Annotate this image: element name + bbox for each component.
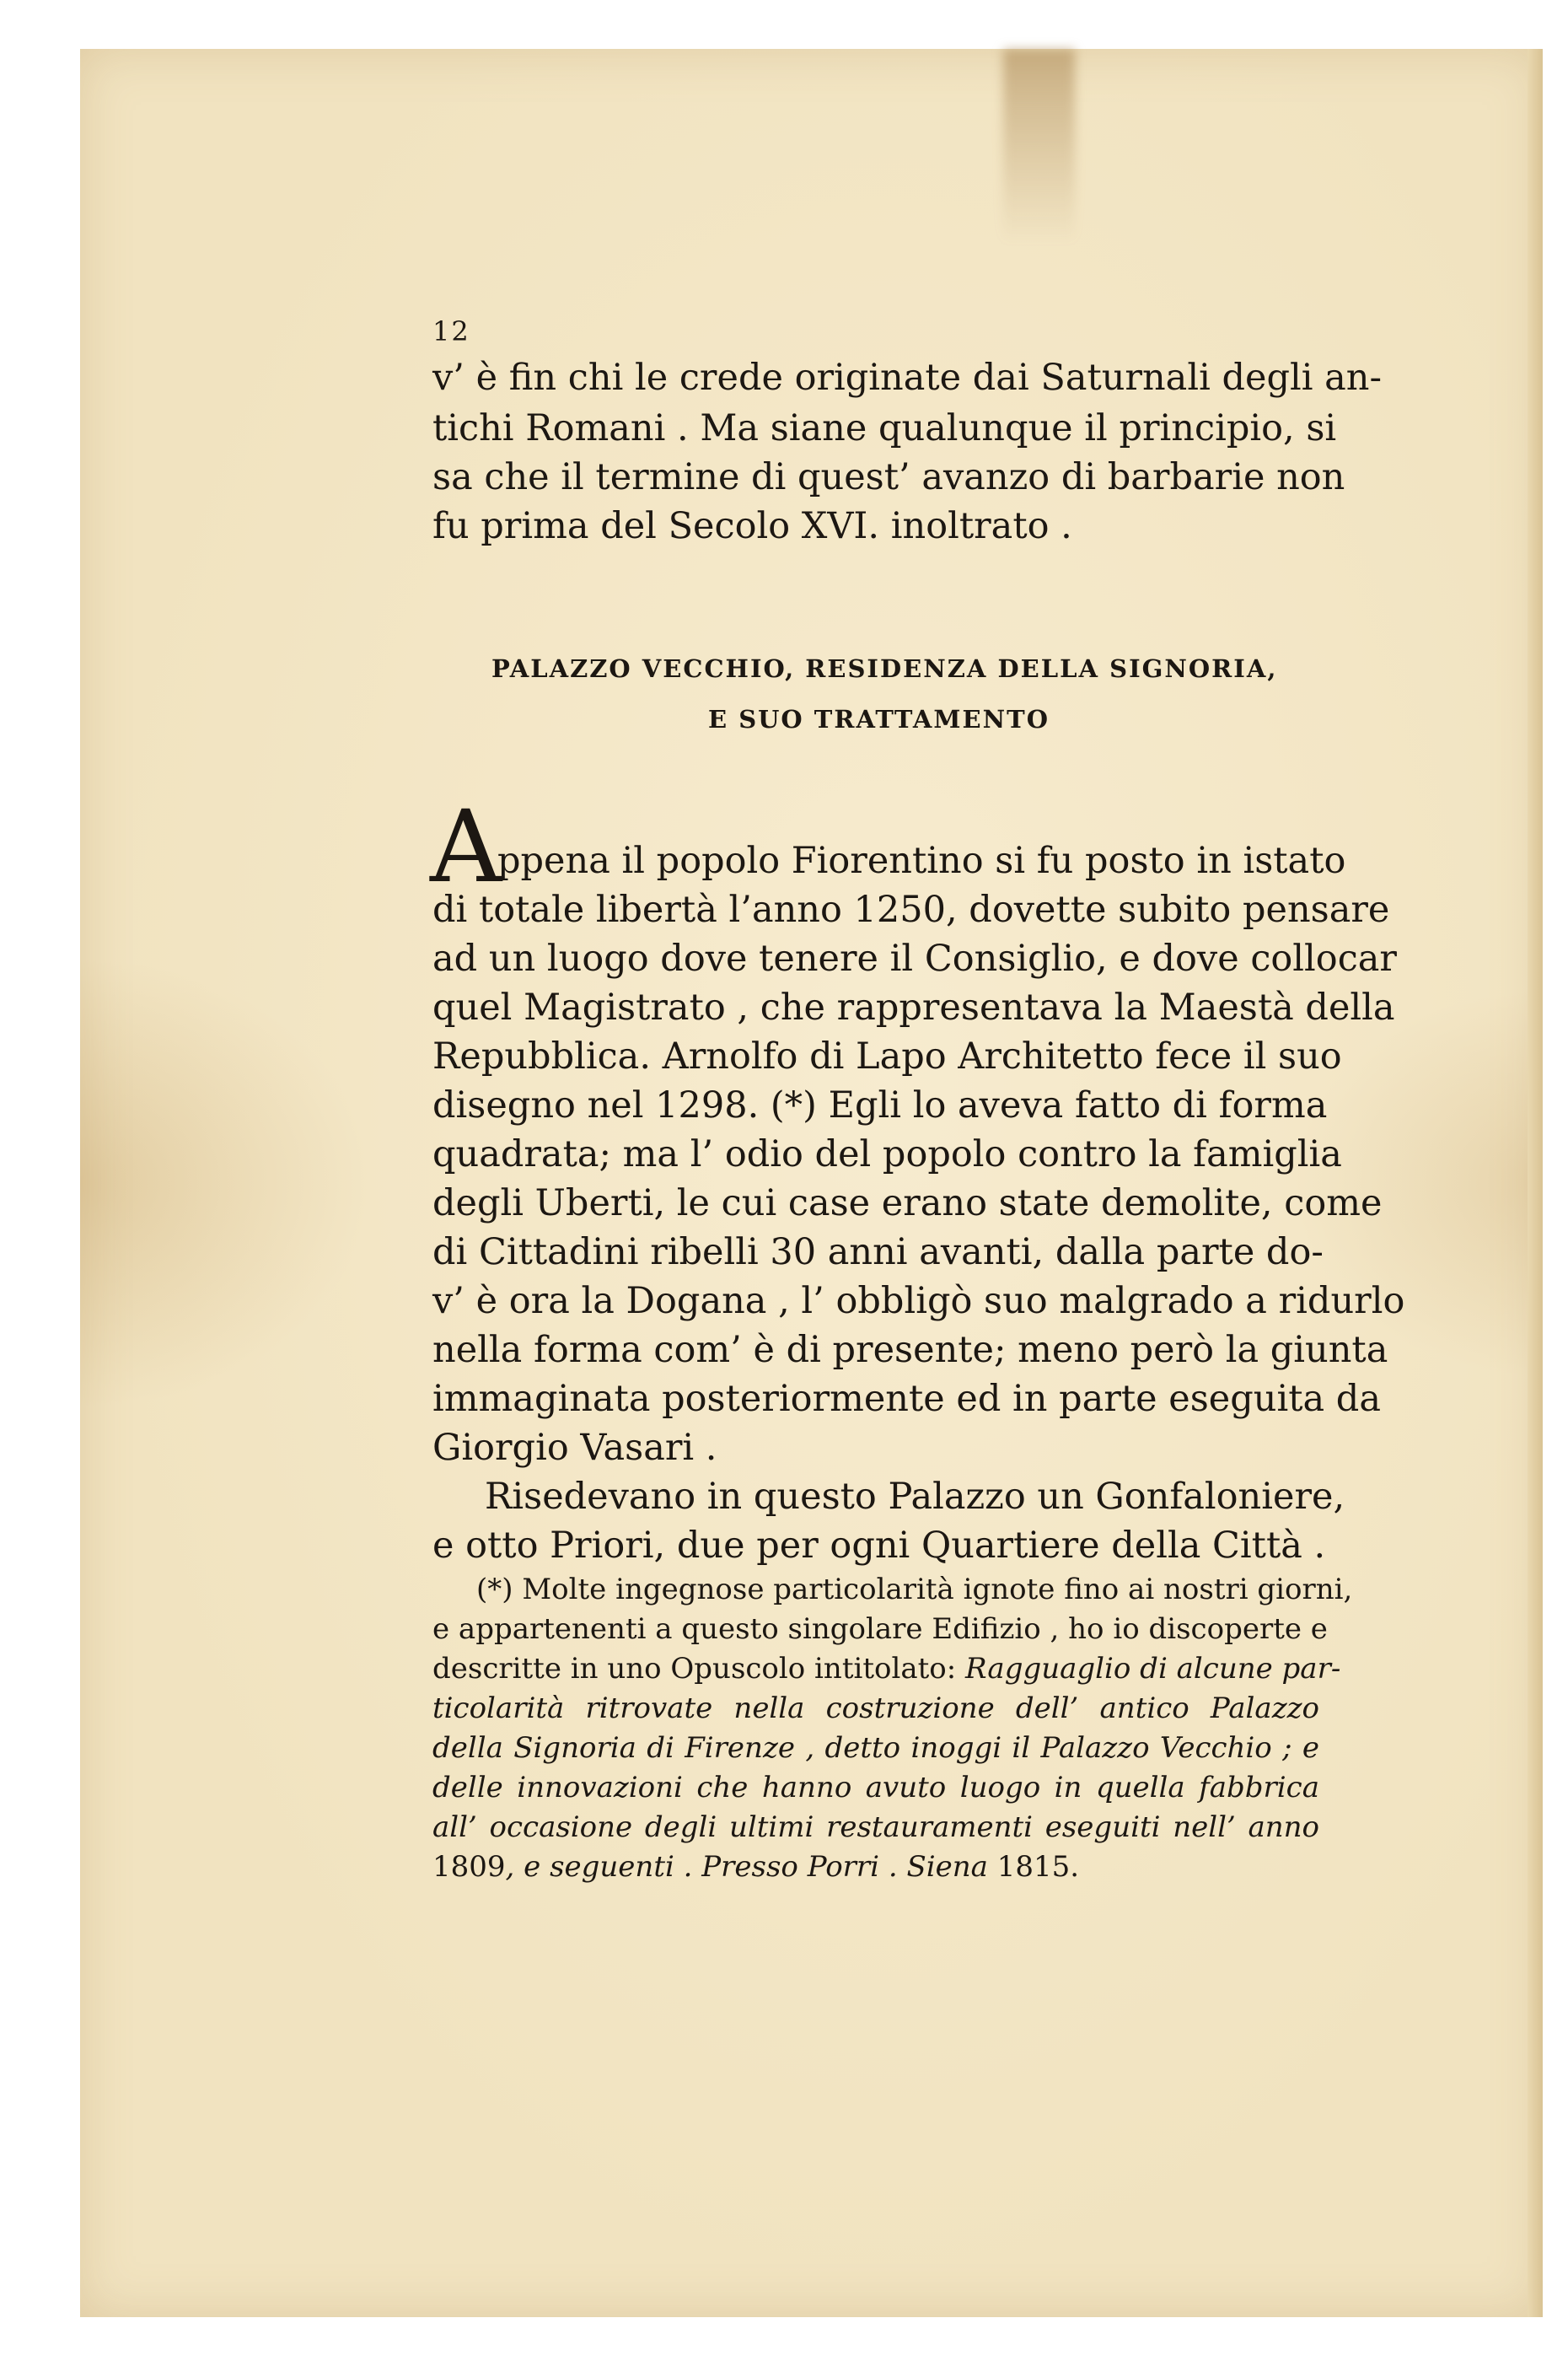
paragraph-line: nella forma com’ è di presente; meno però la giunta <box>432 1329 1388 1371</box>
drop-cap: A <box>430 788 502 905</box>
paragraph-line: e otto Priori, due per ogni Quartiere della Città . <box>432 1525 1326 1567</box>
section-heading-line-2: E SUO TRATTAMENTO <box>708 705 1050 734</box>
intro-line-1: v’ è fin chi le crede originate dai Saturnali degli an- <box>432 357 1383 399</box>
paragraph-line: v’ è ora la Dogana , l’ obbligò suo malgrado a ridurlo <box>432 1280 1405 1322</box>
paper-edge <box>1528 49 1543 2317</box>
footnote-publisher: , e seguenti . Presso Porri . Siena <box>505 1850 997 1884</box>
paragraph-line: quel Magistrato , che rappresentava la Maestà della <box>432 987 1395 1029</box>
paragraph-line: degli Uberti, le cui case erano state demolite, come <box>432 1182 1383 1224</box>
paragraph-line: Giorgio Vasari . <box>432 1427 717 1469</box>
paragraph-line: di totale libertà l’anno 1250, dovette subito pensare <box>432 889 1390 931</box>
footnote-line: (*) Molte ingegnose particolarità ignote fino ai nostri giorni, <box>476 1573 1353 1606</box>
footnote-text: descritte in uno Opuscolo intitolato: <box>432 1652 966 1686</box>
section-heading-line-1: PALAZZO VECCHIO, RESIDENZA DELLA SIGNORIA, <box>491 654 1278 683</box>
paragraph-line: Repubblica. Arnolfo di Lapo Architetto fece il suo <box>432 1035 1342 1078</box>
paragraph-line: immaginata posteriormente ed in parte eseguita da <box>432 1378 1381 1420</box>
footnote-title-line: della Signoria di Firenze , detto inoggi il Palazzo Vecchio ; e <box>432 1731 1319 1765</box>
footnote-title-line: delle innovazioni che hanno avuto luogo in quella fabbrica <box>432 1771 1319 1804</box>
footnote-title-line: ticolarità ritrovate nella costruzione dell’ antico Palazzo <box>432 1691 1319 1725</box>
intro-line-4: fu prima del Secolo XVI. inoltrato . <box>432 505 1072 547</box>
paragraph-line: ad un luogo dove tenere il Consiglio, e dove collocar <box>432 938 1397 980</box>
intro-line-2: tichi Romani . Ma siane qualunque il principio, si <box>432 407 1337 449</box>
footnote-publication-year: 1815. <box>996 1850 1080 1884</box>
footnote-line <box>432 1650 1341 1687</box>
footnote-line <box>432 1848 1313 1885</box>
paragraph-line: ppena il popolo Fiorentino si fu posto in istato <box>497 840 1346 882</box>
footnote-title-line: all’ occasione degli ultimi restauramenti eseguiti nell’ anno <box>432 1810 1319 1844</box>
paragraph-line: disegno nel 1298. (*) Egli lo aveva fatto di forma <box>432 1084 1328 1127</box>
paragraph-line: di Cittadini ribelli 30 anni avanti, dalla parte do- <box>432 1231 1324 1273</box>
paragraph-line: quadrata; ma l’ odio del popolo contro la famiglia <box>432 1133 1342 1175</box>
paragraph-line: Risedevano in questo Palazzo un Gonfaloniere, <box>485 1476 1345 1518</box>
page-number: 12 <box>432 315 470 347</box>
footnote-line: e appartenenti a questo singolare Edifizio , ho io discoperte e <box>432 1612 1328 1646</box>
paper-stain <box>1003 49 1075 243</box>
footnote-title: Ragguaglio di alcune par- <box>965 1652 1341 1686</box>
footnote-year: 1809 <box>432 1850 506 1884</box>
intro-line-3: sa che il termine di quest’ avanzo di barbarie non <box>432 456 1345 498</box>
